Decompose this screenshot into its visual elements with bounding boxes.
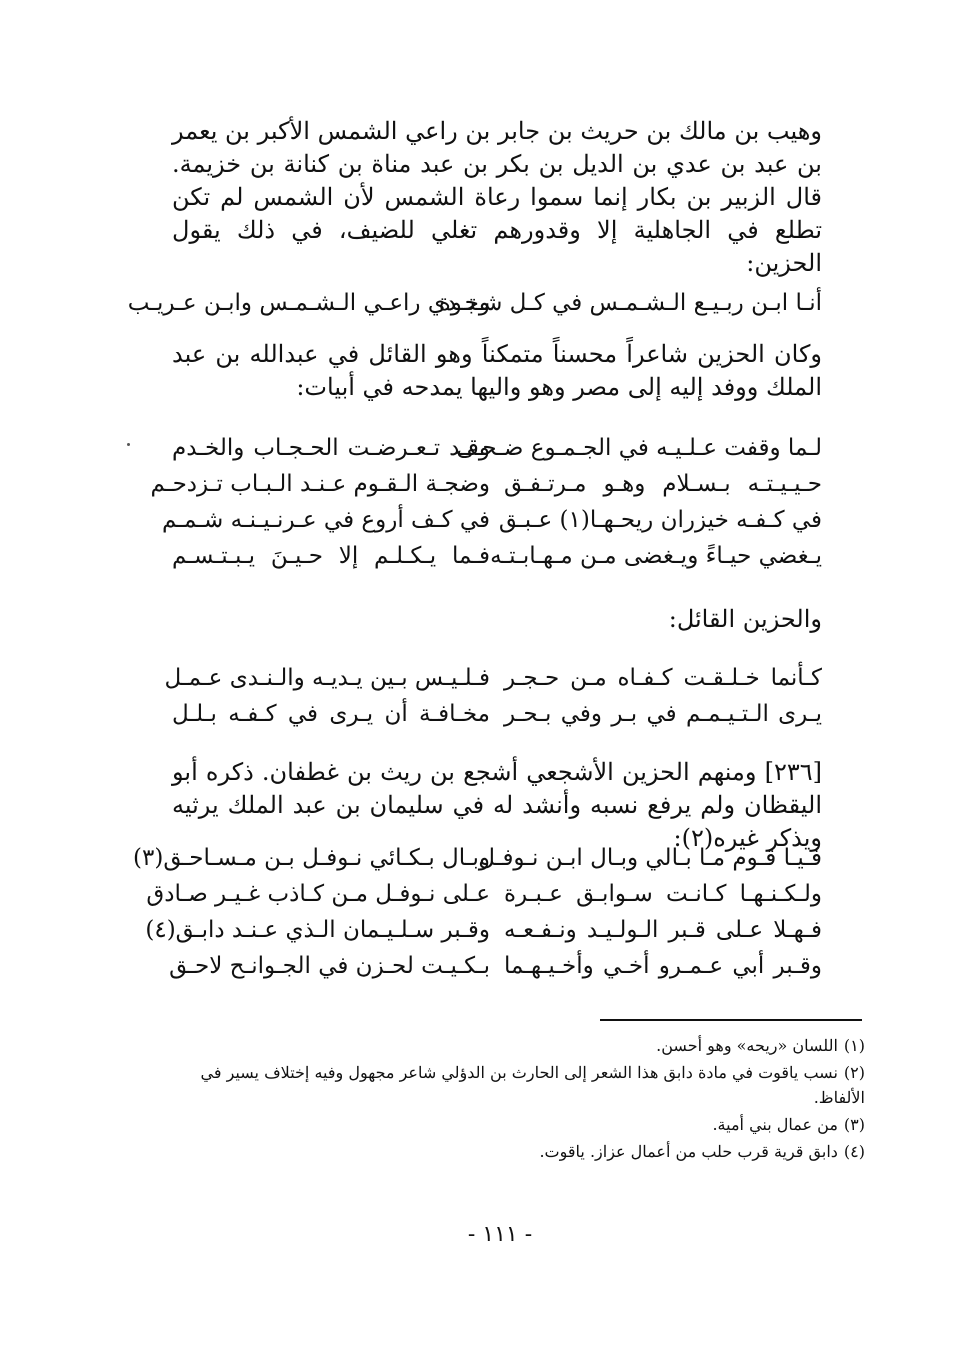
verse-line [133,840,822,876]
verse-line [146,876,822,912]
footnote-number: (١) [843,1036,865,1055]
verse-first-hemistich: في كـفـه خيزران ريحـهـا(١) عـبـق [498,507,822,533]
footnote-item [175,1033,865,1058]
verse-first-hemistich: يـرى الـتـيـمـم في بـر وفي بـحـر [504,701,822,727]
verse-first-hemistich: فـهـلا عـلى قـبر الـولـيـد ونـفـعـه [504,917,822,943]
verse-second-hemistich: وجـدي راعـي الـشـمـس وابـن عـريـب [127,290,490,316]
verse-line [172,696,822,732]
verse-second-hemistich: وضجـة الـقـوم عـنـد الـبـاب تـزدحـم [150,471,490,497]
verse-line [164,660,822,696]
verse-first-hemistich: ولـكـنـهـا كـانـت سـوابـق عـبـرة [504,881,822,907]
verse-first-hemistich: فـيـا قـوم مـا بـالي وبـال ابـن نـوفـل [478,845,822,871]
verse-first-hemistich: حـيـيـتـه بـسـلام وهـو مـرتـفـق [504,471,822,497]
footnote-item [175,1060,865,1110]
verse-second-hemistich: فـما يـكـلـم إلا حـيـنَ يـبـتـسـم [172,543,490,569]
verse-first-hemistich: لـما وقفت عـلـيـه في الجـمـوع ضـحـى [456,435,822,461]
verse-second-hemistich: عـلى نـوفـل مـن كـاذب غـيـر صـادق [146,881,490,907]
verse-first-hemistich: وقـبر أبي عـمـرو أخـي وأخـيـهـما [504,953,822,979]
verse-second-hemistich: وبـال بـكـائي نـوفـل بـن مـسـاحـق(٣) [133,845,490,871]
verse-line [169,948,822,984]
verse-line [127,285,822,321]
verse-line [161,502,822,538]
verse-block-elegy [133,840,822,984]
footnote-text: من عمال بني أمية. [712,1115,838,1134]
verse-second-hemistich: بـكـيـت لحـزن في الجـوانـح لاحـق [169,953,490,979]
verse-line [172,430,822,466]
verse-second-hemistich: مخـافـة أن يـرى في كـفـه بـلـل [172,701,490,727]
paragraph-hazin-poet: وكان الحزين شاعراً محسناً متمكناً وهو القائل في عبدالله بن عبد الملك ووفد إليه إلى مصر وهو واليها يمدحه في أبيات: [172,340,822,401]
scan-speck [127,443,130,446]
footnotes [175,1033,865,1166]
footnote-number: (٢) [843,1063,865,1082]
footnote-text: اللسان «ريحه» وهو أحسن. [656,1036,838,1055]
footnote-text: دابق قرية قرب حلب من أعمال عزاز. ياقوت. [539,1142,838,1161]
footnote-number: (٣) [843,1115,865,1134]
verse-block-generosity [164,660,822,732]
verse-second-hemistich: وقـبر سـلـيـمان الـذي عـنـد دابـق(٤) [145,917,490,943]
verse-block-praise [150,430,822,574]
verse-first-hemistich: يـغضي حيـاءً ويـغضى مـن مـهـابـتـه [490,543,822,569]
footnote-item [175,1112,865,1137]
verse-line [172,538,822,574]
verse-line [150,466,822,502]
verse-first-hemistich: كـأنما خـلـقـت كـفـاه مـن حـجـر [504,665,822,691]
footnote-divider [600,1019,862,1021]
verse-second-hemistich: فـلـيـس بـين يـديـه والـنـدى عـمـل [164,665,490,691]
paragraph-lineage: وهيب بن مالك بن حريث بن جابر بن راعي الشمس الأكبر بن يعمر بن عبد بن عدي بن الديل بن بكر بن عبد مناة بن كنانة بن خزيمة. قال الزبير بن بكار إنما سموا رعاة الشمس لأن الشمس لم تكن تطلع في الجاهلية إلا وقدورهم تغلي للضيف، في ذلك يقول الحزين: [172,117,822,277]
footnote-text: نسب ياقوت في مادة دابق هذا الشعر إلى الحارث بن الدؤلي شاعر مجهول وفيه إختلاف يسير في الألفاظ. [200,1063,865,1107]
page-number: - ١١١ - [467,1222,533,1247]
footnote-item [175,1139,865,1164]
verse-first-hemistich: أنـا ابـن ربـيـع الـشـمـس في كـل شـتـوة [438,290,822,316]
verse-second-hemistich: في كـف أروع في عـرنـيـنـه شـمـم [161,507,490,533]
verse-second-hemistich: وقـد تـعـرضـت الحـجـاب والخـدم [172,435,490,461]
verse-block-sun [127,285,822,321]
footnote-number: (٤) [843,1142,865,1161]
paragraph-entry-236: [٢٣٦] ومنهم الحزين الأشجعي أشجع بن ريث بن غطفان. ذكره أبو اليقظان ولم يرفع نسبه وأنشد له في سليمان بن عبد الملك يرثيه ويذكر غيره(٢): [172,758,822,852]
paragraph-hazin-said: والحزين القائل: [668,605,822,633]
verse-line [145,912,822,948]
